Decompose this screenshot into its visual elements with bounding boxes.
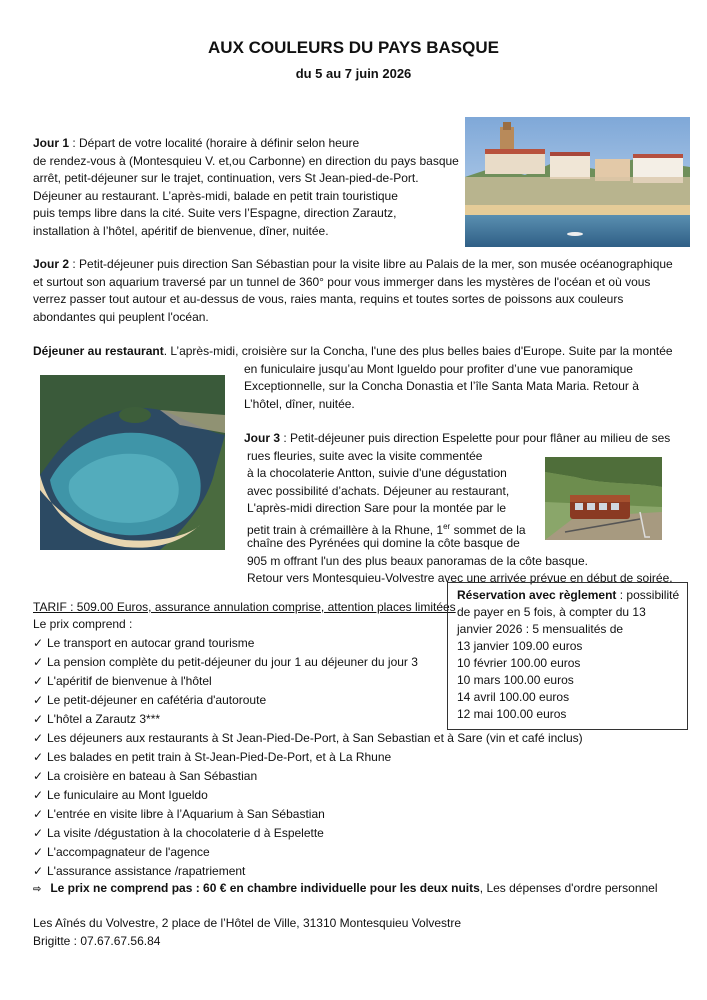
includes-item (33, 673, 212, 691)
reservation-installment-1: 13 janvier 109.00 euros (457, 639, 583, 653)
day3-line-5: L'après-midi direction Sare pour la montée par le (247, 501, 507, 515)
includes-item (33, 844, 210, 862)
day2-lunch-line-4: L’hôtel, dîner, nuitée. (244, 396, 355, 411)
day3-line-7: chaîne des Pyrénées qui domine la côte basque de (247, 536, 520, 550)
tarif-line: TARIF : 509.00 Euros, assurance annulation comprise, attention places limitées (33, 600, 456, 614)
includes-item (33, 825, 324, 843)
includes-item-text: Le funiculaire au Mont Igueldo (47, 788, 208, 802)
day3-line-9: Retour vers Montesquieu-Volvestre avec une arrivée prévue en début de soirée. (247, 571, 673, 585)
reservation-line-3: janvier 2026 : 5 mensualités de (457, 622, 624, 636)
day2-line-4: abondantes qui peuplent l'océan. (33, 309, 209, 324)
includes-item (33, 787, 208, 805)
includes-item (33, 692, 266, 710)
reservation-text-first: : possibilité (616, 588, 680, 602)
checkmark-icon: ✓ (33, 674, 44, 688)
day2-lunch-line-1 (33, 343, 673, 361)
day3-line-2: rues fleuries, suite avec la visite commentée (247, 448, 483, 463)
day1-line-2: de rendez-vous à (Montesquieu V. et,ou Carbonne) en direction du pays basque (33, 153, 459, 168)
excludes-line (33, 880, 658, 899)
reservation-installment-3: 10 mars 100.00 euros (457, 673, 574, 687)
reservation-installment-4: 14 avril 100.00 euros (457, 690, 570, 704)
includes-item-text: La pension complète du petit-déjeuner du jour 1 au déjeuner du jour 3 (47, 655, 418, 669)
trip-dates: du 5 au 7 juin 2026 (295, 66, 412, 81)
reservation-installment-5: 12 mai 100.00 euros (457, 707, 567, 721)
day3-line-3: à la chocolaterie Antton, suivie d'une dégustation (247, 466, 507, 480)
superscript-er: er (443, 521, 451, 531)
includes-item (33, 711, 160, 729)
footer-contact: Brigitte : 07.67.67.56.84 (33, 934, 161, 948)
day1-line-6: installation à l’hôtel, apéritif de bienvenue, dîner, nuitée. (33, 223, 329, 238)
excludes-rest: , Les dépenses d'ordre personnel (479, 881, 658, 895)
includes-item-text: La croisière en bateau à San Sébastian (47, 769, 258, 783)
checkmark-icon: ✓ (33, 655, 44, 669)
includes-item-text: L'hôtel a Zarautz 3*** (47, 712, 161, 726)
includes-title: Le prix comprend : (33, 617, 133, 631)
reservation-title: Réservation avec règlement (457, 588, 617, 602)
checkmark-icon: ✓ (33, 636, 44, 650)
includes-item (33, 749, 391, 767)
photo-concha-bay (40, 375, 225, 550)
day2-line-2: et surtout son aquarium traversé par un tunnel de 360° pour vous immerger dans les mystères de l'océan et où vous (33, 274, 651, 289)
checkmark-icon: ✓ (33, 807, 44, 821)
includes-item-text: Le petit-déjeuner en cafétéria d'autoroute (47, 693, 267, 707)
arrow-icon: ⇨ (33, 884, 42, 895)
day1-line-1 (33, 135, 359, 153)
includes-item (33, 863, 245, 881)
day1-text-0: : Départ de votre localité (horaire à définir selon heure (69, 136, 360, 150)
includes-item-text: Le transport en autocar grand tourisme (47, 636, 255, 650)
includes-item (33, 635, 254, 653)
checkmark-icon: ✓ (33, 826, 44, 840)
day3-text-first: : Petit-déjeuner puis direction Espelette pour pour flâner au milieu de ses (280, 431, 671, 445)
includes-item-text: L'entrée en visite libre à l’Aquarium à San Sébastian (47, 807, 325, 821)
includes-item (33, 654, 418, 672)
photo-rhune-train (545, 457, 662, 540)
includes-item-text: L'assurance assistance /rapatriement (47, 864, 246, 878)
checkmark-icon: ✓ (33, 845, 44, 859)
day2-lunch-label: Déjeuner au restaurant (33, 344, 164, 358)
day1-line-4: Déjeuner au restaurant. L’après-midi, balade en petit train touristique (33, 188, 398, 203)
day1-line-5: puis temps libre dans la cité. Suite vers l’Espagne, direction Zarautz, (33, 206, 397, 220)
day2-lunch-line-3: Exceptionnelle, sur la Concha Donastia et l’île Santa Mata Maria. Retour à (244, 379, 639, 393)
day3-line-1 (244, 430, 670, 448)
checkmark-icon: ✓ (33, 712, 44, 726)
includes-item-text: Les déjeuners aux restaurants à St Jean-Pied-De-Port, à San Sebastian et à Sare (vin et café inclus) (47, 731, 583, 745)
includes-item (33, 768, 257, 786)
day3-label: Jour 3 (244, 431, 281, 445)
day2-lunch-text: . L’après-midi, croisière sur la Concha, l'une des plus belles baies d'Europe. Suite par la montée (163, 344, 673, 358)
reservation-box (447, 582, 688, 730)
footer-address: Les Aînés du Volvestre, 2 place de l’Hôtel de Ville, 31310 Montesquieu Volvestre (33, 916, 462, 930)
day2-text-0: : Petit-déjeuner puis direction San Sébastian pour la visite libre au Palais de la mer, son musée océanographique (69, 257, 673, 271)
includes-item-text: L'apéritif de bienvenue à l'hôtel (47, 674, 212, 688)
checkmark-icon: ✓ (33, 693, 44, 707)
reservation-line-2: de payer en 5 fois, à compter du 13 (457, 605, 646, 619)
checkmark-icon: ✓ (33, 788, 44, 802)
day3-text-summit: sommet de la (450, 522, 526, 537)
page-title: AUX COULEURS DU PAYS BASQUE (208, 38, 499, 57)
includes-item (33, 730, 583, 748)
day1-label: Jour 1 (33, 136, 70, 150)
day3-line-8: 905 m offrant l'un des plus beaux panoramas de la côte basque. (247, 553, 588, 568)
day2-line-3: verrez passer tout autour et au-dessus de vous, raies manta, requins et toutes sortes de poissons aux couleurs (33, 292, 624, 306)
includes-item-text: La visite /dégustation à la chocolaterie d à Espelette (47, 826, 324, 840)
reservation-line-1 (457, 587, 679, 604)
day3-line-4: avec possibilité d’achats. Déjeuner au restaurant, (247, 483, 510, 498)
includes-item-text: Les balades en petit train à St-Jean-Pied-De-Port, et à La Rhune (47, 750, 392, 764)
day2-lunch-line-2: en funiculaire jusqu’au Mont Igueldo pour profiter d’une vue panoramique (244, 361, 633, 376)
excludes-bold: Le prix ne comprend pas : 60 € en chambre individuelle pour les deux nuits (47, 881, 480, 895)
photo-basque-town (465, 117, 690, 247)
day2-label: Jour 2 (33, 257, 70, 271)
checkmark-icon: ✓ (33, 769, 44, 783)
day1-line-3: arrêt, petit-déjeuner sur le trajet, continuation, vers St Jean-pied-de-Port. (33, 171, 419, 185)
includes-item (33, 806, 325, 824)
includes-item-text: L'accompagnateur de l'agence (47, 845, 210, 859)
checkmark-icon: ✓ (33, 731, 44, 745)
day3-text-4: petit train à crémaillère à la Rhune, 1 (247, 522, 444, 537)
checkmark-icon: ✓ (33, 864, 44, 878)
reservation-installment-2: 10 février 100.00 euros (457, 656, 581, 670)
day2-line-1 (33, 256, 673, 274)
checkmark-icon: ✓ (33, 750, 44, 764)
